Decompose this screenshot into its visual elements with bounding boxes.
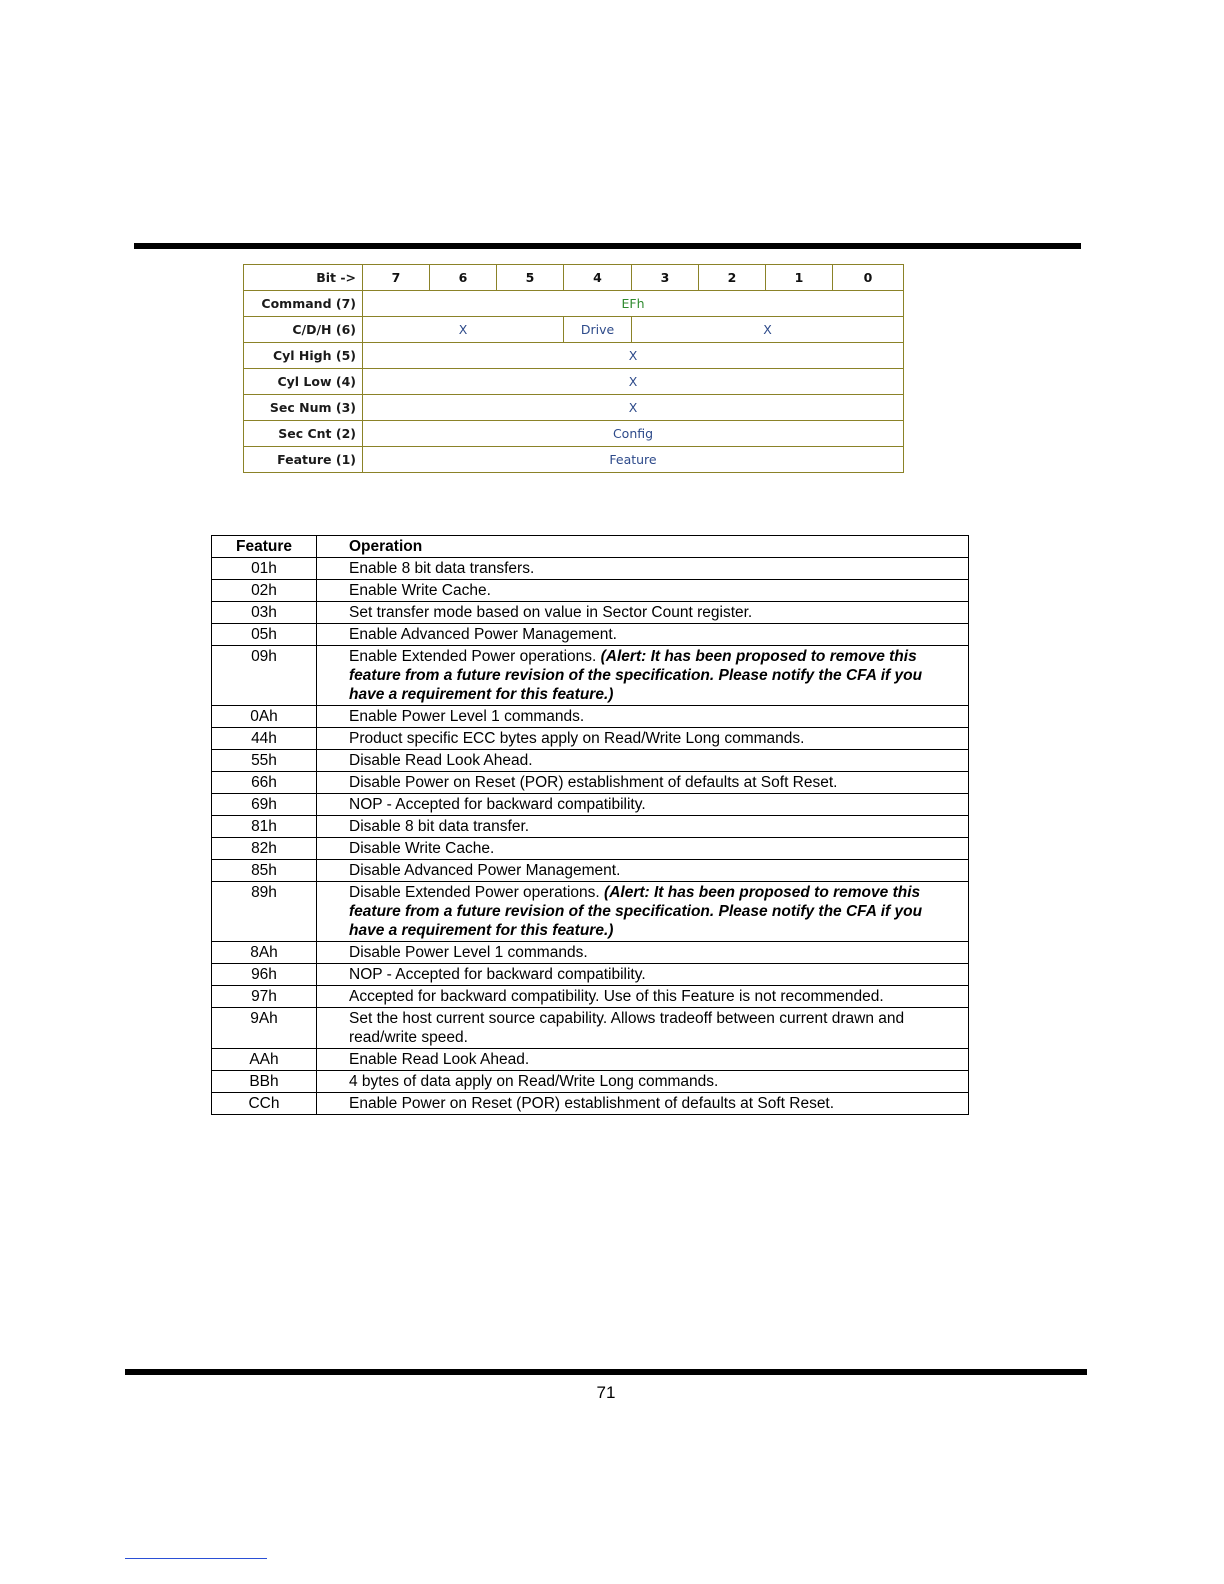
feature-code: 55h — [212, 750, 317, 772]
feature-label: Feature (1) — [244, 447, 363, 473]
table-row — [212, 706, 969, 728]
register-row-sec-num — [244, 395, 904, 421]
register-row-sec-cnt — [244, 421, 904, 447]
sec-cnt-label: Sec Cnt (2) — [244, 421, 363, 447]
feature-table-body — [212, 558, 969, 1115]
feature-code: 8Ah — [212, 942, 317, 964]
cyl-low-label: Cyl Low (4) — [244, 369, 363, 395]
operation-text: NOP - Accepted for backward compatibility. — [349, 796, 646, 813]
cdh-drive-bit: Drive — [564, 317, 632, 343]
operation-text: Enable Power Level 1 commands. — [349, 708, 585, 725]
feature-operation — [317, 1049, 969, 1071]
cdh-label: C/D/H (6) — [244, 317, 363, 343]
feature-operation — [317, 646, 969, 706]
table-row — [212, 772, 969, 794]
bit-5: 5 — [497, 265, 564, 291]
cyl-low-value: X — [363, 369, 904, 395]
feature-code: BBh — [212, 1071, 317, 1093]
feature-operation — [317, 964, 969, 986]
operation-text: Enable Advanced Power Management. — [349, 626, 617, 643]
feature-operation — [317, 602, 969, 624]
feature-operation — [317, 816, 969, 838]
feature-code: 82h — [212, 838, 317, 860]
bit-1: 1 — [766, 265, 833, 291]
feature-code: 02h — [212, 580, 317, 602]
feature-operation — [317, 558, 969, 580]
feature-value: Feature — [363, 447, 904, 473]
feature-code: 05h — [212, 624, 317, 646]
table-row — [212, 1071, 969, 1093]
table-row — [212, 816, 969, 838]
table-row — [212, 986, 969, 1008]
register-header-row — [244, 265, 904, 291]
table-row — [212, 646, 969, 706]
register-row-cdh — [244, 317, 904, 343]
feature-operation — [317, 794, 969, 816]
feature-code: AAh — [212, 1049, 317, 1071]
feature-operation — [317, 838, 969, 860]
feature-operation — [317, 580, 969, 602]
header-rule — [134, 243, 1081, 249]
feature-code: CCh — [212, 1093, 317, 1115]
feature-code: 85h — [212, 860, 317, 882]
operation-text: Set transfer mode based on value in Sector Count register. — [349, 604, 753, 621]
table-row — [212, 750, 969, 772]
sec-num-value: X — [363, 395, 904, 421]
operation-text: Enable Read Look Ahead. — [349, 1051, 530, 1068]
cdh-low-bits: X — [632, 317, 904, 343]
table-row — [212, 1008, 969, 1049]
feature-code: 96h — [212, 964, 317, 986]
table-row — [212, 1093, 969, 1115]
command-value: EFh — [363, 291, 904, 317]
table-row — [212, 794, 969, 816]
operation-text: Disable Advanced Power Management. — [349, 862, 621, 879]
feature-code: 01h — [212, 558, 317, 580]
feature-operation — [317, 1008, 969, 1049]
feature-operation — [317, 860, 969, 882]
feature-operation — [317, 772, 969, 794]
feature-code: 81h — [212, 816, 317, 838]
footnote-separator — [125, 1558, 267, 1559]
feature-operation — [317, 882, 969, 942]
operation-text: Disable 8 bit data transfer. — [349, 818, 530, 835]
operation-text: Disable Write Cache. — [349, 840, 495, 857]
page-number: 71 — [596, 1383, 616, 1402]
feature-code: 44h — [212, 728, 317, 750]
register-table — [243, 264, 904, 473]
operation-text: Disable Extended Power operations. — [349, 884, 600, 901]
operation-text: Enable 8 bit data transfers. — [349, 560, 535, 577]
table-row — [212, 964, 969, 986]
table-row — [212, 624, 969, 646]
operation-text: Product specific ECC bytes apply on Read/Write Long commands. — [349, 730, 805, 747]
bit-4: 4 — [564, 265, 632, 291]
register-row-cyl-high — [244, 343, 904, 369]
operation-text: Disable Power on Reset (POR) establishment of defaults at Soft Reset. — [349, 774, 838, 791]
feature-code: 89h — [212, 882, 317, 942]
operation-text: Enable Extended Power operations. — [349, 648, 597, 665]
bit-7: 7 — [363, 265, 430, 291]
alert-note: (Alert: It has been proposed to remove this feature from a future revision of the specification. Please notify the CFA if you have a requirement for this feature.) — [349, 884, 923, 939]
alert-note: (Alert: It has been proposed to remove this feature from a future revision of the specification. Please notify the CFA if you have a requirement for this feature.) — [349, 648, 923, 703]
register-row-command — [244, 291, 904, 317]
cyl-high-value: X — [363, 343, 904, 369]
footer-rule — [125, 1369, 1087, 1375]
feature-code: 09h — [212, 646, 317, 706]
table-row — [212, 838, 969, 860]
table-row — [212, 860, 969, 882]
feature-operation — [317, 1093, 969, 1115]
register-row-cyl-low — [244, 369, 904, 395]
feature-operation — [317, 706, 969, 728]
cyl-high-label: Cyl High (5) — [244, 343, 363, 369]
command-label: Command (7) — [244, 291, 363, 317]
feature-operation — [317, 942, 969, 964]
operation-text: Accepted for backward compatibility. Use of this Feature is not recommended. — [349, 988, 884, 1005]
table-row — [212, 942, 969, 964]
operation-text: Enable Write Cache. — [349, 582, 491, 599]
register-row-feature — [244, 447, 904, 473]
table-row — [212, 728, 969, 750]
feature-table-header — [212, 536, 969, 558]
feature-operation — [317, 624, 969, 646]
feature-operation — [317, 986, 969, 1008]
feature-table — [211, 535, 969, 1115]
table-row — [212, 602, 969, 624]
sec-cnt-value: Config — [363, 421, 904, 447]
feature-code: 03h — [212, 602, 317, 624]
table-row — [212, 558, 969, 580]
operation-text: Set the host current source capability. Allows tradeoff between current drawn and read/write speed. — [349, 1010, 905, 1046]
operation-text: Disable Read Look Ahead. — [349, 752, 533, 769]
table-row — [212, 882, 969, 942]
feature-operation — [317, 1071, 969, 1093]
operation-text: NOP - Accepted for backward compatibility. — [349, 966, 646, 983]
feature-code: 97h — [212, 986, 317, 1008]
operation-text: 4 bytes of data apply on Read/Write Long commands. — [349, 1073, 719, 1090]
sec-num-label: Sec Num (3) — [244, 395, 363, 421]
feature-code: 9Ah — [212, 1008, 317, 1049]
cdh-high-bits: X — [363, 317, 564, 343]
feature-code: 66h — [212, 772, 317, 794]
bit-header-label: Bit -> — [244, 265, 363, 291]
operation-column-header: Operation — [317, 536, 969, 558]
feature-column-header: Feature — [212, 536, 317, 558]
feature-operation — [317, 750, 969, 772]
table-row — [212, 580, 969, 602]
operation-text: Enable Power on Reset (POR) establishment of defaults at Soft Reset. — [349, 1095, 835, 1112]
bit-2: 2 — [699, 265, 766, 291]
operation-text: Disable Power Level 1 commands. — [349, 944, 588, 961]
feature-operation — [317, 728, 969, 750]
bit-0: 0 — [833, 265, 904, 291]
table-row — [212, 1049, 969, 1071]
bit-6: 6 — [430, 265, 497, 291]
feature-code: 69h — [212, 794, 317, 816]
feature-code: 0Ah — [212, 706, 317, 728]
bit-3: 3 — [632, 265, 699, 291]
